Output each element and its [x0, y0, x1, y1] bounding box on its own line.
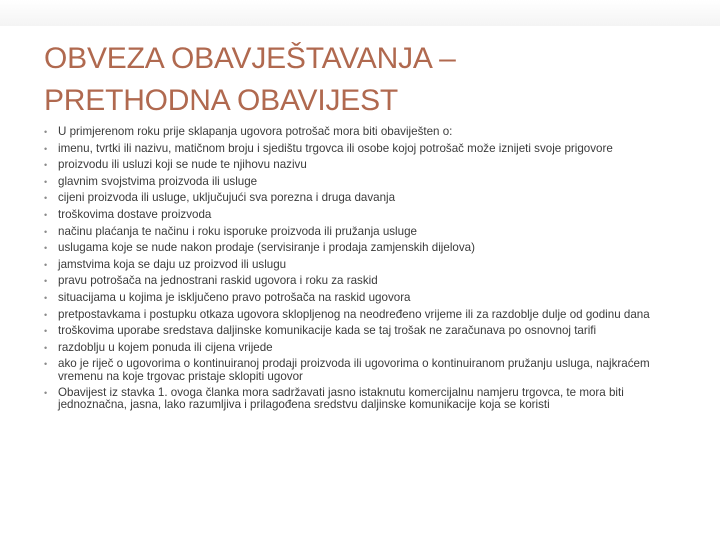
bullet-item	[44, 159, 680, 171]
bullet-dot-icon: •	[44, 292, 48, 303]
bullet-text: Obavijest iz stavka 1. ovoga članka mora sadržavati jasno istaknutu komercijalnu namjeru trgovca, te mora biti jednoznačna, jasna, lako razumljiva i prilagođena sredstvu daljinske komunikacije koja se koristi	[58, 386, 624, 412]
bullet-item	[44, 309, 680, 321]
bullet-item	[44, 126, 680, 138]
bullet-dot-icon: •	[44, 259, 48, 270]
bullet-dot-icon: •	[44, 342, 48, 353]
bullet-dot-icon: •	[44, 160, 48, 171]
bullet-text: pravu potrošača na jednostrani raskid ugovora i roku za raskid	[58, 274, 378, 288]
bullet-text: razdoblju u kojem ponuda ili cijena vrijede	[58, 340, 273, 354]
bullet-text: uslugama koje se nude nakon prodaje (servisiranje i prodaja zamjenskih dijelova)	[58, 241, 475, 255]
bullet-item	[44, 358, 680, 382]
bullet-item	[44, 342, 680, 354]
bullet-item	[44, 259, 680, 271]
bullet-text: pretpostavkama i postupku otkaza ugovora sklopljenog na neodređeno vrijeme ili za razdoblje dulje od godinu dana	[58, 307, 650, 321]
bullet-text: imenu, tvrtki ili nazivu, matičnom broju i sjedištu trgovca ili osobe kojoj potrošač može iznijeti svoje prigovore	[58, 141, 613, 155]
bullet-item	[44, 275, 680, 287]
slide-title-line-1: OBVEZA OBAVJEŠTAVANJA –	[44, 42, 456, 75]
bullet-text: glavnim svojstvima proizvoda ili usluge	[58, 174, 258, 188]
bullet-dot-icon: •	[44, 388, 48, 399]
bullet-dot-icon: •	[44, 276, 48, 287]
bullet-text: cijeni proizvoda ili usluge, uključujući sva porezna i druga davanja	[58, 191, 396, 205]
slide-title-line-2: PRETHODNA OBAVIJEST	[44, 84, 399, 117]
bullet-text: U primjerenom roku prije sklapanja ugovora potrošač mora biti obaviješten o:	[58, 125, 453, 138]
bullet-item	[44, 192, 680, 204]
bullet-text: situacijama u kojima je isključeno pravo potrošača na raskid ugovora	[58, 290, 411, 304]
slide-title	[44, 38, 684, 122]
bullet-dot-icon: •	[44, 243, 48, 254]
bullet-text: proizvodu ili usluzi koji se nude te njihovu nazivu	[58, 158, 307, 172]
bullet-dot-icon: •	[44, 326, 48, 337]
bullet-item	[44, 176, 680, 188]
bullet-text: ako je riječ o ugovorima o kontinuiranoj prodaji proizvoda ili ugovorima o kontinuiranom pružanju usluga, najkraćem vremenu na koje trgovac pristaje sklopiti ugovor	[58, 357, 650, 383]
bullet-text: načinu plaćanja te načinu i roku isporuke proizvoda ili pružanja usluge	[58, 224, 417, 238]
bullet-dot-icon: •	[44, 309, 48, 320]
bullet-item	[44, 226, 680, 238]
bullet-dot-icon: •	[44, 176, 48, 187]
bullet-item	[44, 209, 680, 221]
bullet-dot-icon: •	[44, 143, 48, 154]
bullet-item	[44, 292, 680, 304]
slide-top-band	[0, 0, 720, 26]
bullet-text: troškovima dostave proizvoda	[58, 207, 212, 221]
bullet-dot-icon: •	[44, 127, 48, 137]
bullet-list	[44, 126, 680, 416]
bullet-text: troškovima uporabe sredstava daljinske komunikacije kada se taj trošak ne zaračunava po osnovnoj tarifi	[58, 324, 597, 338]
bullet-text: jamstvima koja se daju uz proizvod ili uslugu	[58, 257, 287, 271]
bullet-item	[44, 387, 680, 411]
bullet-dot-icon: •	[44, 226, 48, 237]
bullet-dot-icon: •	[44, 359, 48, 370]
bullet-item	[44, 143, 680, 155]
bullet-item	[44, 325, 680, 337]
bullet-item	[44, 242, 680, 254]
bullet-dot-icon: •	[44, 209, 48, 220]
bullet-dot-icon: •	[44, 193, 48, 204]
